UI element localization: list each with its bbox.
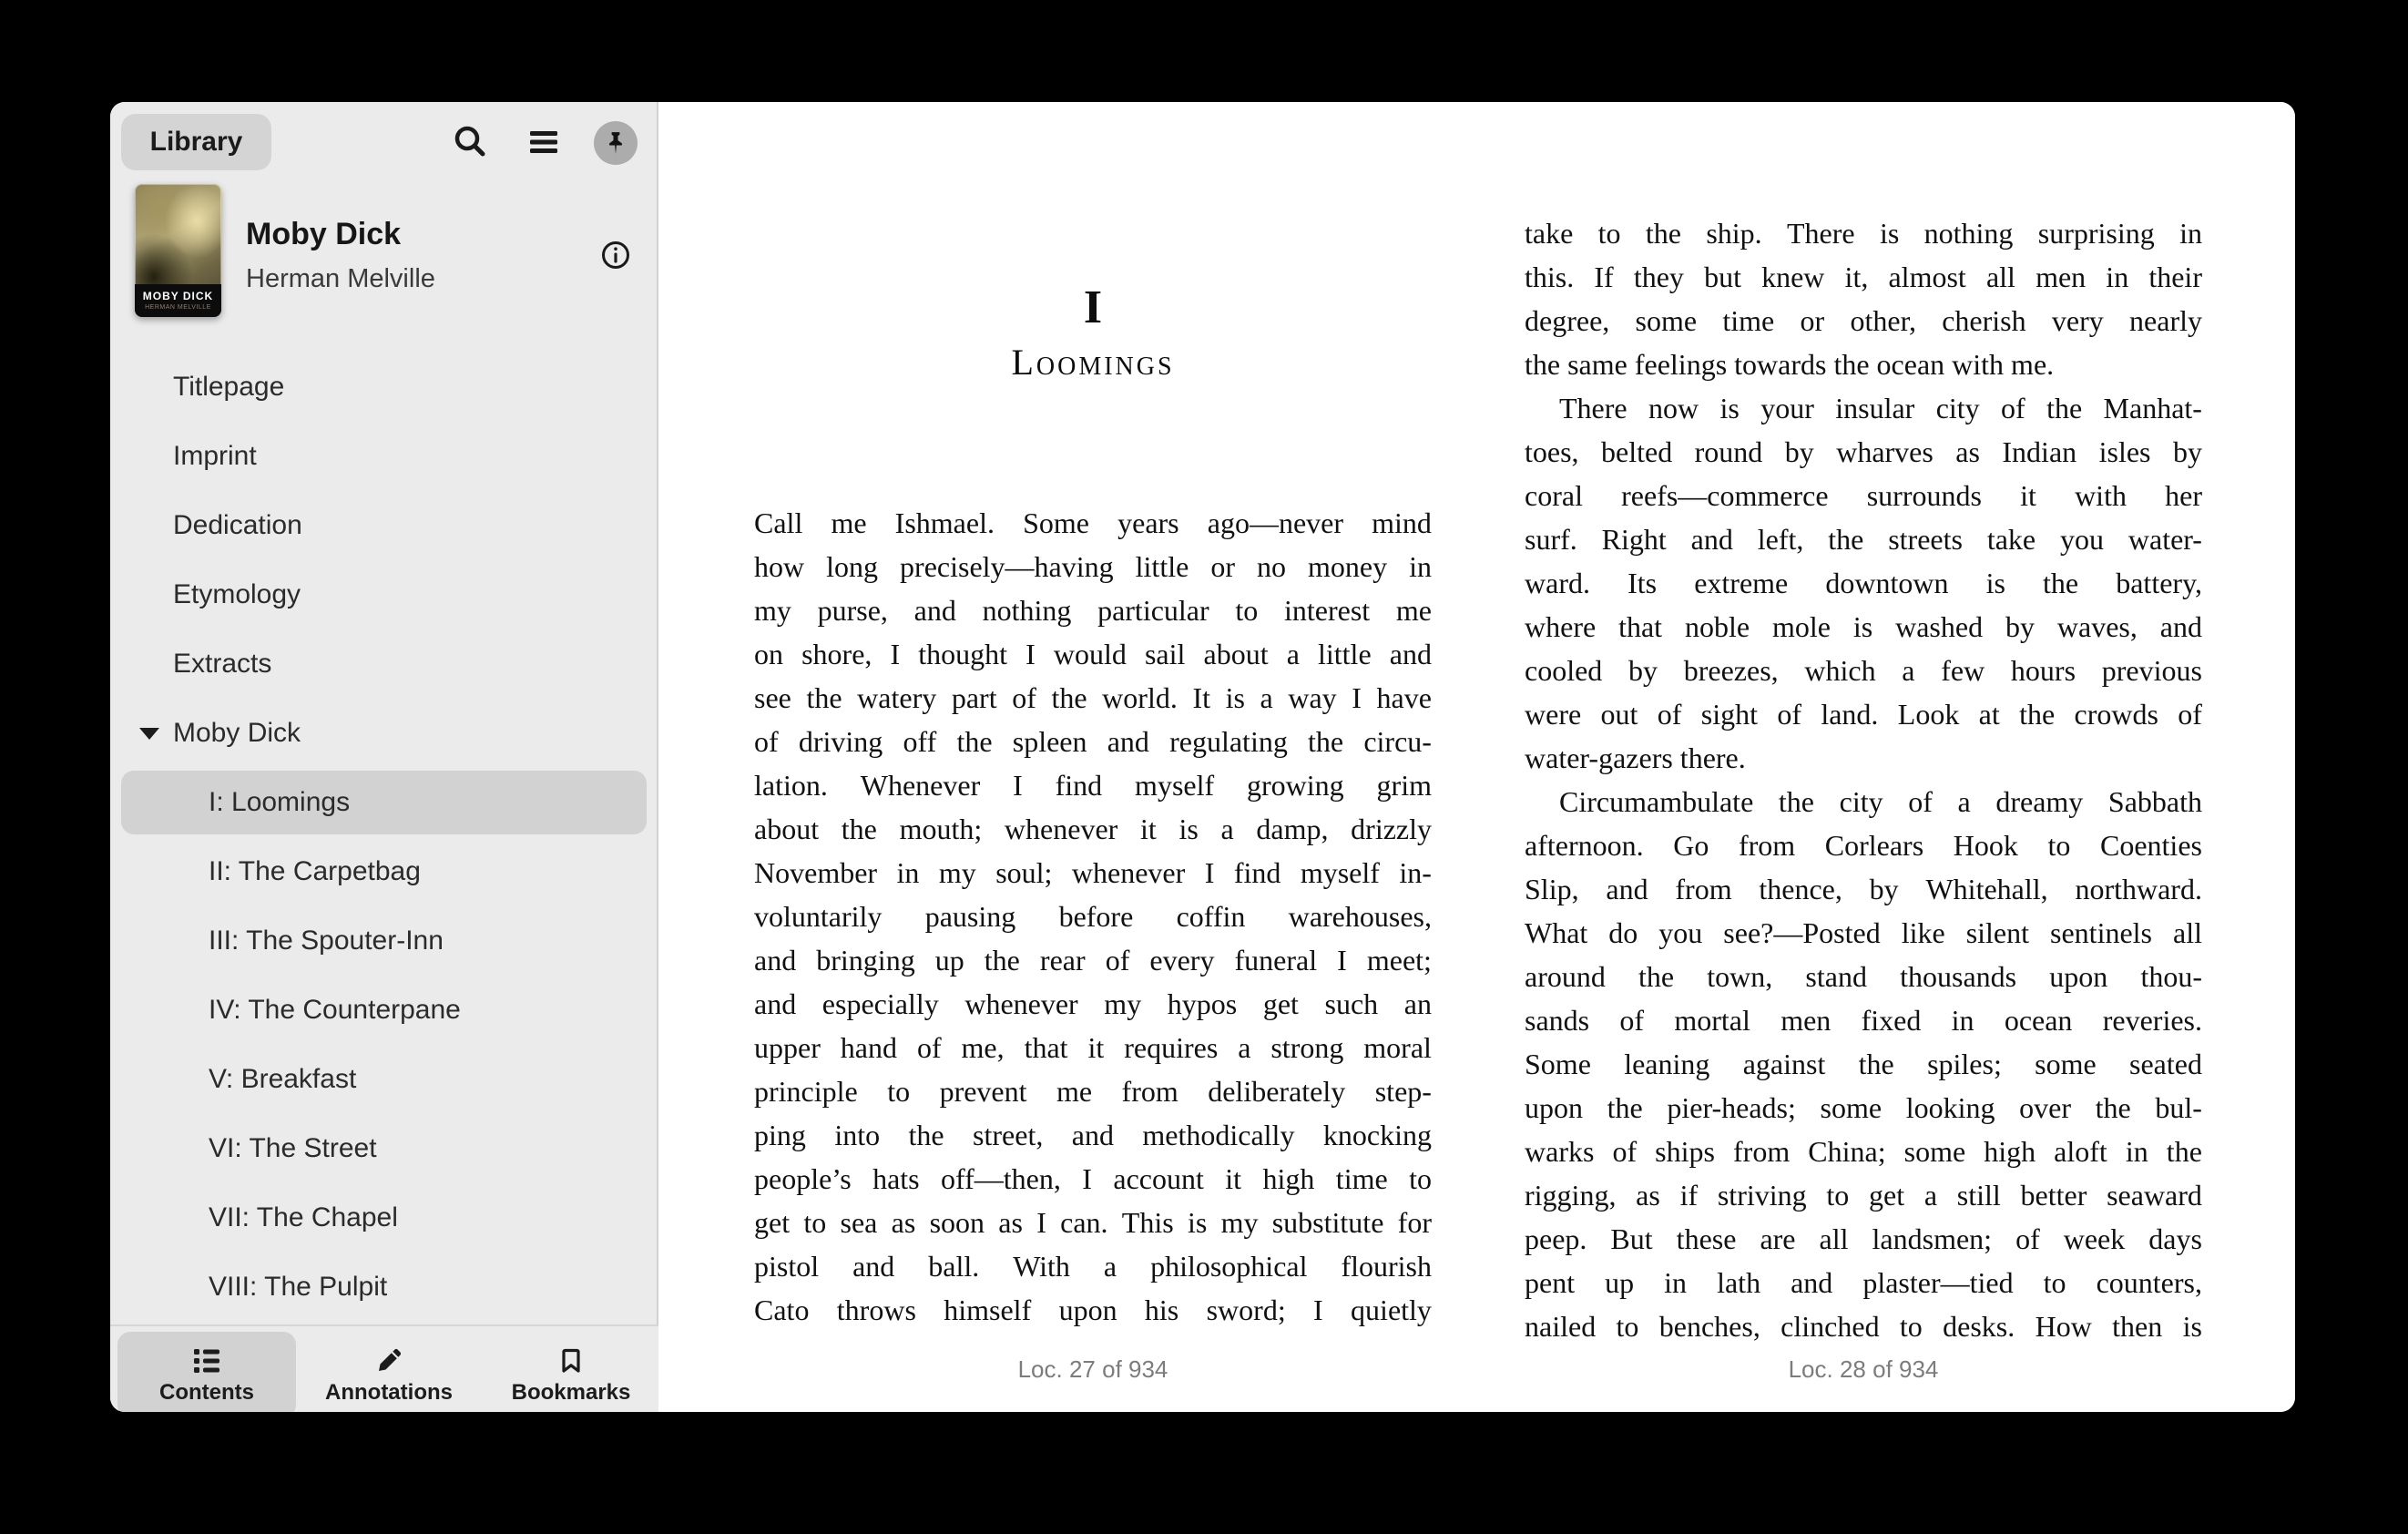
text-line: coral reefs—commerce surrounds it with her [1525, 479, 2202, 512]
chapter-number: I [1083, 281, 1103, 333]
toc-item-label: Imprint [173, 441, 257, 471]
search-icon [452, 124, 488, 160]
text-line: cooled by breezes, which a few hours previous [1525, 654, 2202, 687]
toc-item-chapter-3-spouter-inn[interactable] [110, 906, 658, 976]
pin-sidebar-toggle[interactable] [594, 121, 638, 165]
toc-item-label: VIII: The Pulpit [209, 1272, 388, 1302]
text-line: people’s hats off—then, I account it high time to [754, 1162, 1432, 1195]
toc-item-label: Dedication [173, 510, 302, 540]
text-line: sands of mortal men fixed in ocean reveries. [1525, 1004, 2202, 1037]
sidebar-action-bar [110, 1324, 658, 1412]
search-button[interactable] [448, 120, 492, 164]
toc-item-titlepage[interactable] [110, 353, 658, 422]
chevron-down-icon[interactable] [139, 728, 159, 740]
book-cover-band [135, 284, 221, 317]
text-line: ping into the street, and methodically knocking [754, 1119, 1432, 1151]
text-line: Circumambulate the city of a dreamy Sabbath [1559, 785, 2202, 818]
text-line: of driving off the spleen and regulating the circu- [754, 725, 1432, 758]
tab-contents-label: Contents [159, 1380, 254, 1405]
text-line: afternoon. Go from Corlears Hook to Coenties [1525, 829, 2202, 862]
page-text [754, 501, 1432, 1332]
table-of-contents [110, 353, 658, 1322]
toc-item-chapter-6-street[interactable] [110, 1114, 658, 1183]
toc-item-chapter-8-pulpit[interactable] [110, 1253, 658, 1322]
foliate-window [110, 102, 2295, 1412]
text-line: peep. But these are all landsmen; of week days [1525, 1222, 2202, 1255]
library-button[interactable] [121, 114, 271, 170]
text-line: Cato throws himself upon his sword; I quietly [754, 1294, 1432, 1326]
toc-item-label: V: Breakfast [209, 1064, 357, 1094]
text-line: my purse, and nothing particular to interest me [754, 594, 1432, 627]
toc-item-chapter-2-carpetbag[interactable] [110, 837, 658, 906]
text-line: upper hand of me, that it requires a strong moral [754, 1031, 1432, 1064]
text-line: rigging, as if striving to get a still better seaward [1525, 1179, 2202, 1212]
toc-item-label: Moby Dick [173, 718, 301, 748]
toc-item-moby-dick[interactable] [110, 699, 658, 768]
toc-item-etymology[interactable] [110, 560, 658, 629]
library-button-label: Library [149, 127, 243, 157]
text-line: surf. Right and left, the streets take you water- [1525, 523, 2202, 556]
location-indicator-left: Loc. 27 of 934 [1017, 1355, 1168, 1383]
tab-annotations[interactable] [300, 1332, 478, 1412]
book-cover-author: HERMAN MELVILLE [145, 304, 211, 311]
text-line: ward. Its extreme downtown is the battery, [1525, 567, 2202, 599]
book-info-button[interactable] [594, 233, 638, 277]
text-line: see the watery part of the world. It is a way I have [754, 681, 1432, 714]
toc-item-label: Extracts [173, 649, 272, 679]
text-line: Call me Ishmael. Some years ago—never mind [754, 506, 1432, 539]
text-line: principle to prevent me from deliberately step- [754, 1075, 1432, 1108]
tab-annotations-label: Annotations [325, 1380, 453, 1405]
text-line: get to sea as soon as I can. This is my substitute for [754, 1206, 1432, 1239]
toc-item-label: Etymology [173, 579, 301, 609]
reader-view[interactable] [658, 102, 2295, 1412]
text-line: pent up in lath and plaster—tied to counters, [1525, 1266, 2202, 1299]
text-line: November in my soul; whenever I find myself in- [754, 856, 1432, 889]
text-line: nailed to benches, clinched to desks. How then is [1525, 1310, 2202, 1343]
book-cover-title: MOBY DICK [142, 290, 214, 302]
text-line: and especially whenever my hypos get such an [754, 987, 1432, 1020]
tab-bookmarks[interactable] [482, 1332, 660, 1412]
toc-item-label: II: The Carpetbag [209, 856, 421, 886]
toc-item-label: IV: The Counterpane [209, 995, 461, 1025]
chapter-title: Loomings [1011, 342, 1175, 383]
location-indicator-right: Loc. 28 of 934 [1788, 1355, 1939, 1383]
contents-list-icon [191, 1345, 222, 1376]
hamburger-menu-icon [525, 124, 562, 160]
sidebar [110, 102, 658, 1412]
text-line: how long precisely—having little or no money in [754, 550, 1432, 583]
tab-contents[interactable] [117, 1332, 296, 1412]
toc-item-label: I: Loomings [209, 787, 351, 817]
text-line: and bringing up the rear of every funeral I meet; [754, 944, 1432, 977]
text-line: toes, belted round by wharves as Indian isles by [1525, 435, 2202, 468]
book-author: Herman Melville [246, 264, 435, 293]
main-menu-button[interactable] [522, 120, 566, 164]
toc-item-label: VII: The Chapel [209, 1202, 398, 1232]
text-line: What do you see?—Posted like silent sentinels all [1525, 916, 2202, 949]
text-line: lation. Whenever I find myself growing grim [754, 769, 1432, 802]
text-line: There now is your insular city of the Manhat- [1559, 392, 2202, 424]
bookmark-icon [556, 1345, 587, 1376]
text-line: take to the ship. There is nothing surprising in [1525, 217, 2202, 250]
toc-item-imprint[interactable] [110, 422, 658, 491]
toc-item-label: VI: The Street [209, 1133, 377, 1163]
toc-item-chapter-1-loomings[interactable] [110, 768, 658, 837]
text-line: water-gazers there. [1525, 741, 1746, 774]
text-line: about the mouth; whenever it is a damp, drizzly [754, 813, 1432, 845]
text-line: were out of sight of land. Look at the crowds of [1525, 698, 2202, 731]
text-line: Slip, and from thence, by Whitehall, northward. [1525, 873, 2202, 905]
toc-item-extracts[interactable] [110, 629, 658, 699]
toc-item-dedication[interactable] [110, 491, 658, 560]
text-line: voluntarily pausing before coffin warehouses, [754, 900, 1432, 933]
text-line: upon the pier-heads; some looking over the bul- [1525, 1091, 2202, 1124]
text-line: Some leaning against the spiles; some seated [1525, 1048, 2202, 1080]
text-line: the same feelings towards the ocean with me. [1525, 348, 2055, 381]
toc-item-chapter-4-counterpane[interactable] [110, 976, 658, 1045]
toc-item-label: III: The Spouter-Inn [209, 926, 444, 956]
toc-item-chapter-5-breakfast[interactable] [110, 1045, 658, 1114]
tab-bookmarks-label: Bookmarks [511, 1380, 631, 1405]
toc-item-chapter-7-chapel[interactable] [110, 1183, 658, 1253]
book-title: Moby Dick [246, 217, 402, 251]
text-line: degree, some time or other, cherish very nearly [1525, 304, 2202, 337]
text-line: around the town, stand thousands upon thou- [1525, 960, 2202, 993]
toc-item-label: Titlepage [173, 372, 285, 402]
text-line: on shore, I thought I would sail about a little and [754, 638, 1432, 670]
text-line: this. If they but knew it, almost all men in their [1525, 261, 2202, 293]
pin-icon [602, 129, 629, 157]
text-line: where that noble mole is washed by waves, and [1525, 610, 2202, 643]
book-cover[interactable] [135, 184, 221, 317]
text-line: warks of ships from China; some high aloft in the [1525, 1135, 2202, 1168]
page-text [1525, 211, 2202, 1348]
text-line: pistol and ball. With a philosophical flourish [754, 1250, 1432, 1283]
pencil-icon [373, 1345, 404, 1376]
info-icon [600, 240, 631, 271]
